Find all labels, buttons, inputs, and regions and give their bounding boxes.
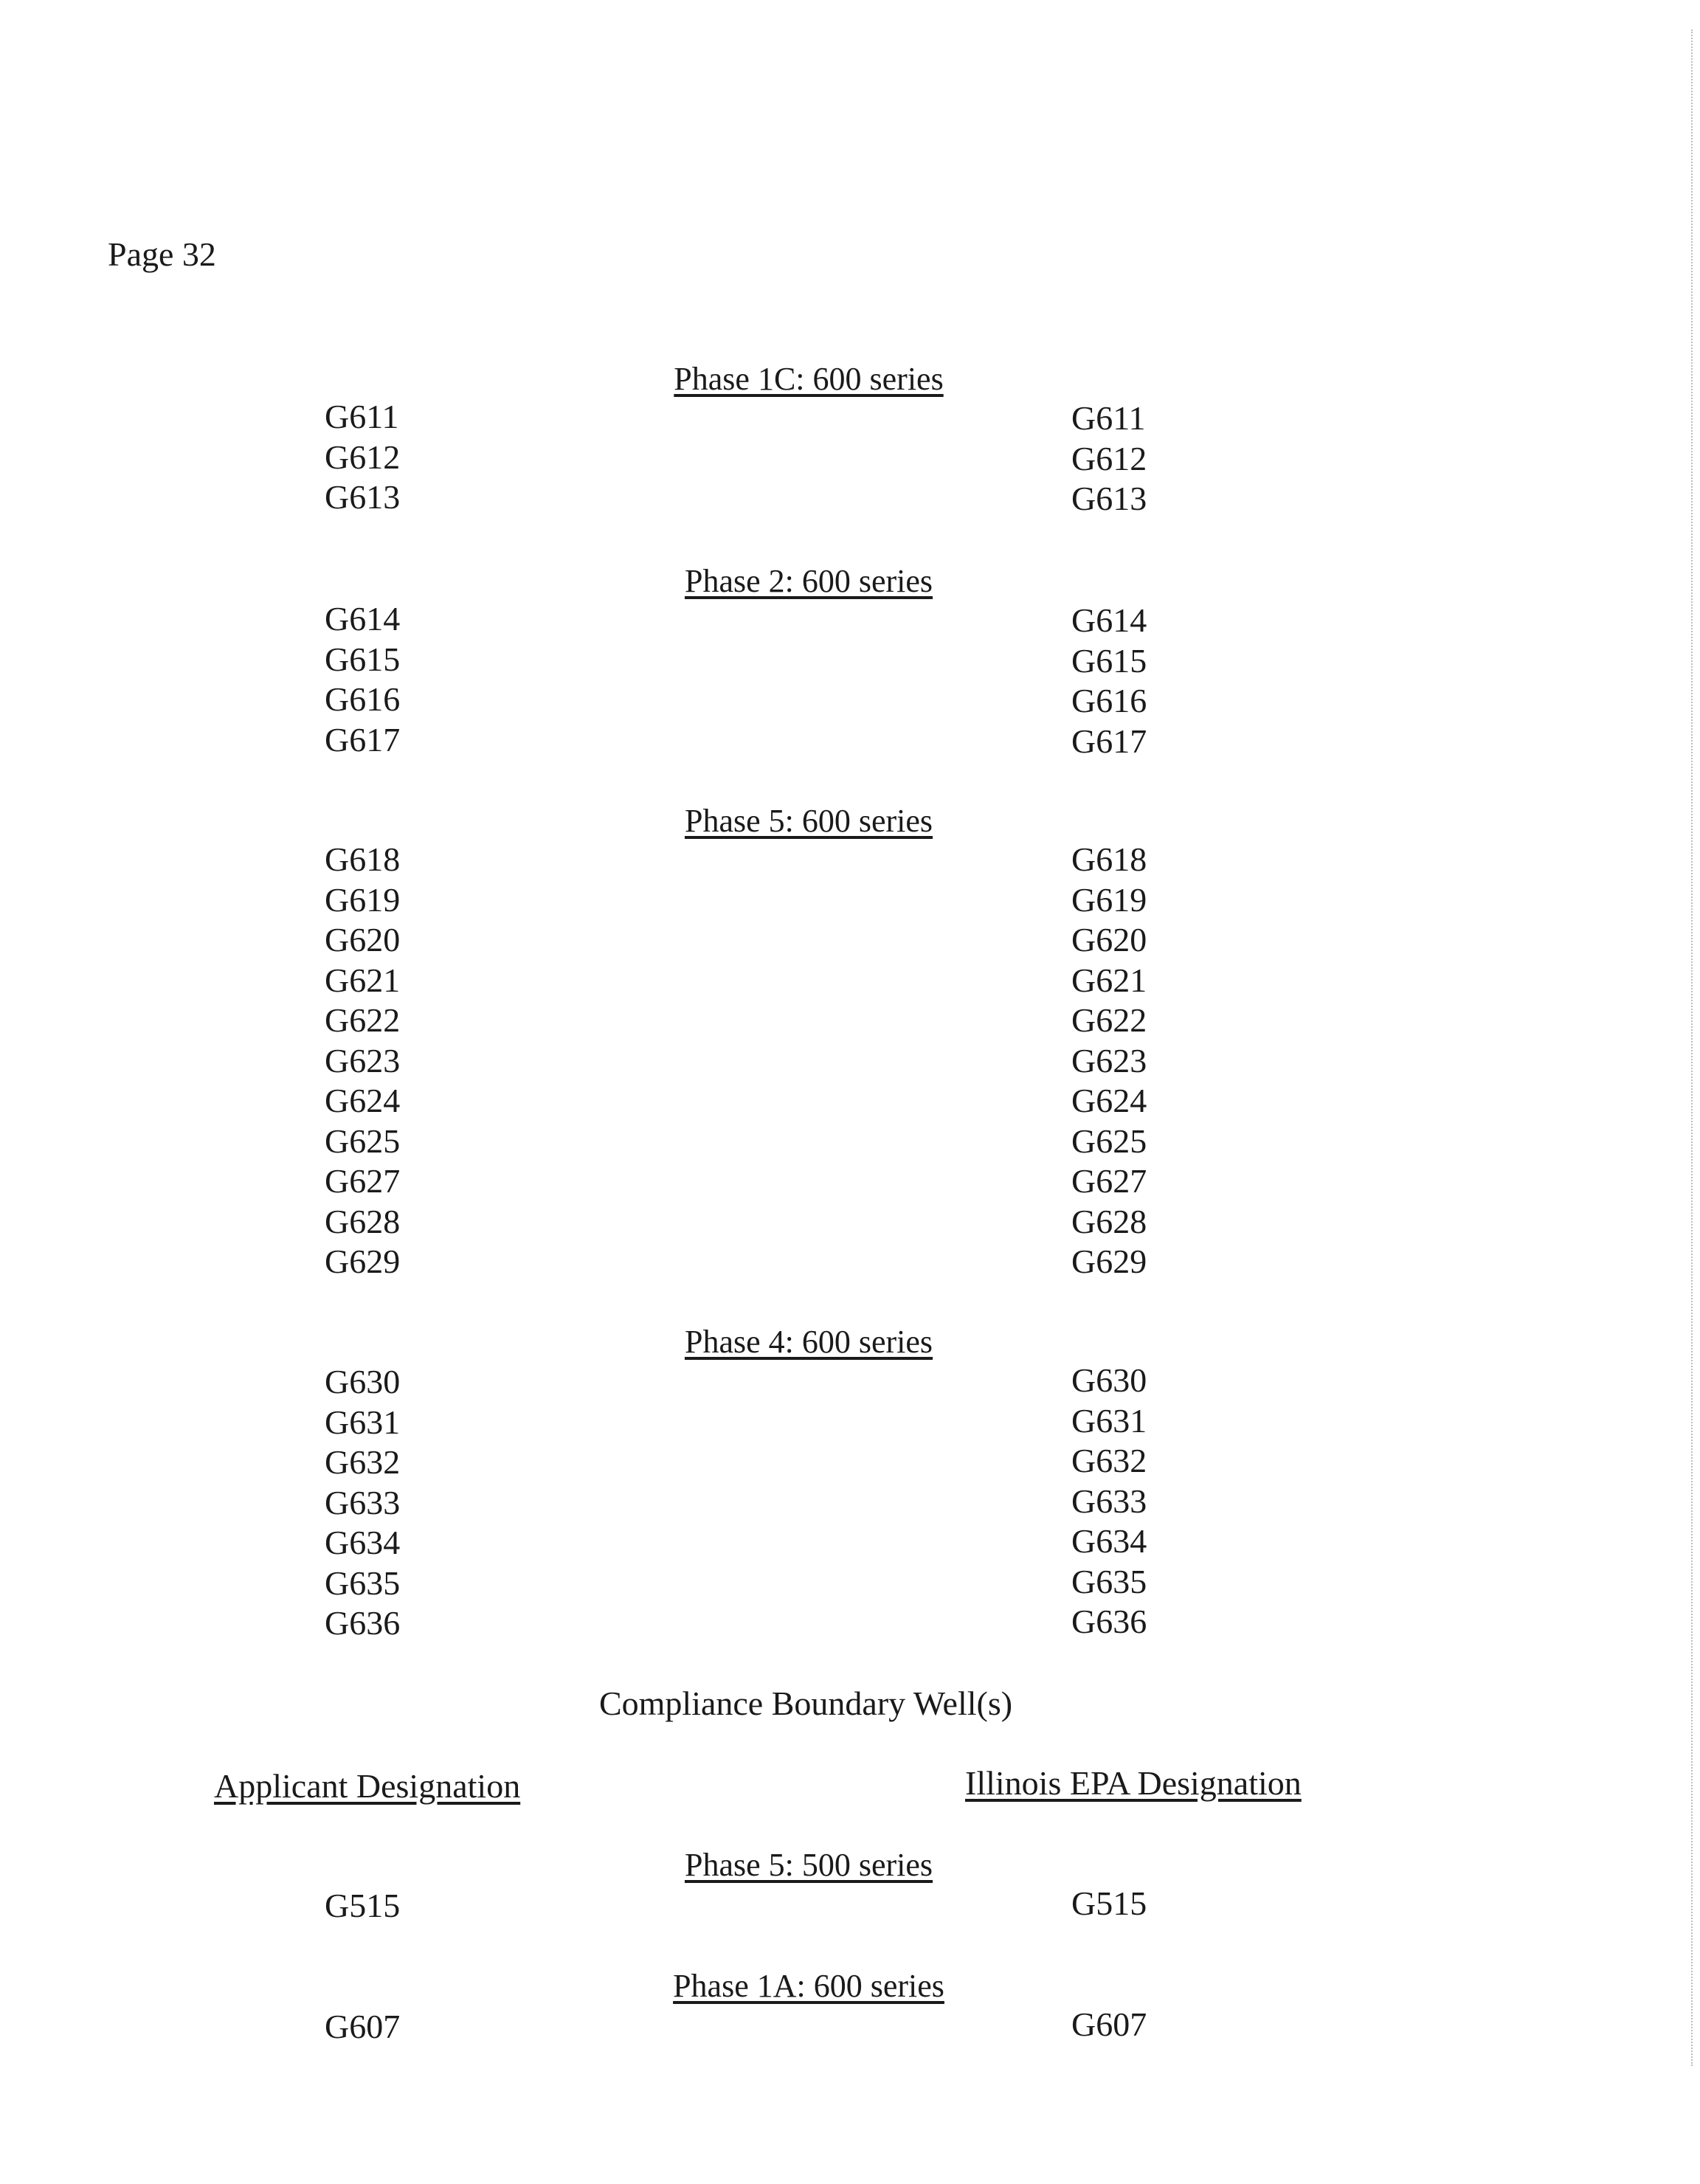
applicant-list-phase-1c	[325, 397, 400, 518]
epa-list-phase-5-500	[1071, 1884, 1147, 1924]
epa-list-phase-4	[1071, 1361, 1147, 1642]
well-id: G619	[325, 880, 401, 919]
well-id: G612	[1071, 439, 1147, 477]
well-id: G632	[325, 1443, 401, 1481]
applicant-list-phase-4	[325, 1362, 400, 1644]
well-id: G633	[1071, 1482, 1147, 1520]
well-id: G515	[1071, 1884, 1147, 1922]
well-id: G607	[1071, 2005, 1147, 2043]
well-id: G515	[325, 1887, 401, 1924]
phase-heading-1c: Phase 1C: 600 series	[674, 361, 944, 397]
well-id: G624	[325, 1082, 401, 1119]
well-id: G621	[1071, 961, 1147, 999]
well-id: G615	[1071, 641, 1147, 680]
well-id: G612	[325, 438, 401, 476]
well-id: G636	[1071, 1603, 1147, 1640]
well-id: G618	[1071, 840, 1147, 878]
well-id: G622	[325, 1001, 401, 1039]
well-id: G618	[325, 840, 401, 878]
page-number: Page 32	[108, 235, 216, 273]
well-id: G622	[1071, 1001, 1147, 1039]
well-id: G630	[325, 1363, 401, 1400]
well-id: G624	[1071, 1082, 1147, 1119]
well-id: G634	[325, 1524, 401, 1561]
epa-list-phase-1c	[1071, 398, 1147, 519]
epa-designation-header: Illinois EPA Designation	[965, 1764, 1302, 1802]
well-id: G621	[325, 961, 401, 999]
well-id: G607	[325, 2008, 401, 2045]
well-id: G628	[1071, 1202, 1147, 1240]
well-id: G611	[325, 398, 399, 435]
phase-heading-4: Phase 4: 600 series	[684, 1324, 933, 1360]
phase-heading-1a: Phase 1A: 600 series	[673, 1968, 944, 2004]
well-id: G631	[325, 1403, 401, 1441]
applicant-designation-header: Applicant Designation	[214, 1767, 521, 1805]
well-id: G635	[325, 1563, 401, 1602]
well-id: G630	[1071, 1361, 1147, 1399]
well-id: G627	[1071, 1162, 1147, 1200]
well-id: G620	[1071, 921, 1147, 958]
well-id: G631	[1071, 1401, 1147, 1440]
epa-list-phase-1a	[1071, 2005, 1147, 2045]
epa-list-phase-2	[1071, 601, 1147, 761]
well-id: G614	[1071, 601, 1147, 639]
well-id: G629	[1071, 1243, 1147, 1280]
well-id: G614	[325, 600, 401, 637]
applicant-list-phase-5	[325, 840, 400, 1282]
well-id: G635	[1071, 1562, 1147, 1600]
well-id: G627	[325, 1162, 401, 1200]
well-id: G617	[325, 720, 401, 758]
well-id: G616	[1071, 682, 1147, 719]
well-id: G629	[325, 1243, 401, 1280]
well-id: G611	[1071, 399, 1146, 437]
epa-list-phase-5	[1071, 840, 1147, 1282]
applicant-list-phase-5-500	[325, 1886, 400, 1926]
well-id: G615	[325, 640, 401, 678]
compliance-boundary-title: Compliance Boundary Well(s)	[598, 1684, 1013, 1722]
scan-edge-artifact	[1690, 30, 1693, 2066]
well-id: G625	[1071, 1122, 1147, 1160]
well-id: G636	[325, 1604, 401, 1642]
phase-heading-5: Phase 5: 600 series	[684, 803, 933, 839]
well-id: G632	[1071, 1442, 1147, 1479]
well-id: G620	[325, 921, 401, 958]
well-id: G616	[325, 680, 401, 718]
well-id: G633	[325, 1483, 401, 1521]
well-id: G623	[325, 1041, 401, 1079]
well-id: G617	[1071, 722, 1147, 760]
phase-heading-2: Phase 2: 600 series	[684, 563, 933, 599]
well-id: G625	[325, 1122, 401, 1160]
well-id: G619	[1071, 880, 1147, 919]
well-id: G628	[325, 1202, 401, 1240]
well-id: G613	[1071, 480, 1147, 517]
applicant-list-phase-1a	[325, 2007, 400, 2048]
applicant-list-phase-2	[325, 599, 400, 760]
phase-heading-5-500: Phase 5: 500 series	[684, 1847, 933, 1883]
well-id: G634	[1071, 1522, 1147, 1560]
well-id: G613	[325, 478, 401, 516]
well-id: G623	[1071, 1041, 1147, 1079]
